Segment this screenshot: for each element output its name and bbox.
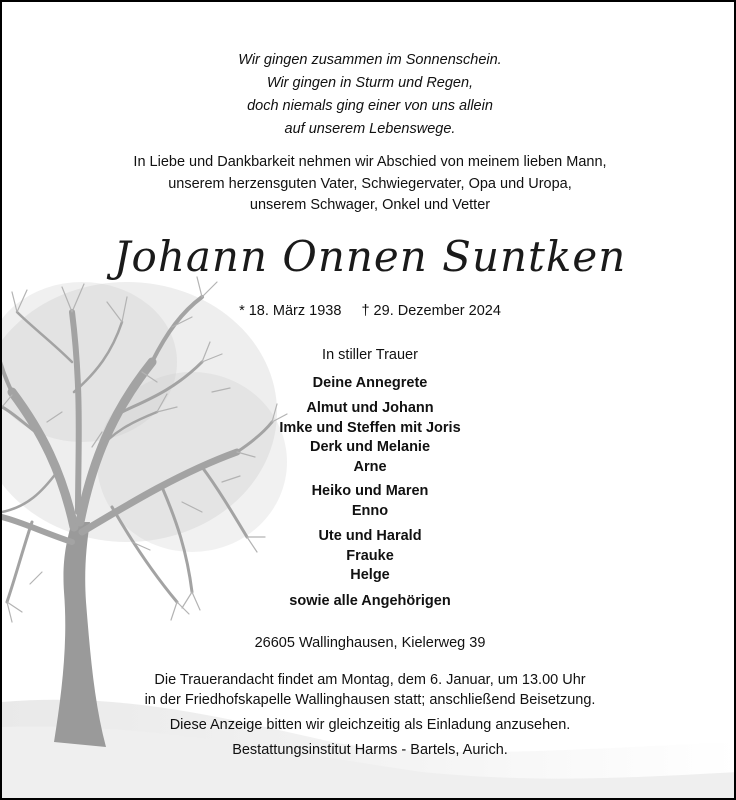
poem-line: auf unserem Lebenswege.: [284, 121, 456, 137]
farewell-intro: [2, 152, 736, 217]
family-member: Derk und Melanie: [309, 439, 431, 455]
family-member: Arne: [353, 458, 387, 475]
deceased-name: Johann Onnen Suntken: [113, 232, 627, 281]
undertaker: Bestattungsinstitut Harms - Bartels, Aurich.: [232, 742, 508, 758]
poem: [2, 49, 736, 141]
family-member: Heiko und Maren: [311, 483, 429, 499]
family-group-1: [2, 399, 736, 477]
family-member: Helge: [350, 567, 390, 583]
family-member: Enno: [351, 502, 389, 519]
poem-line: doch niemals ging einer von uns allein: [247, 98, 493, 114]
service-line: in der Friedhofskapelle Wallinghausen statt; anschließend Beisetzung.: [144, 692, 596, 708]
family-group-2: [2, 482, 736, 521]
intro-line: In Liebe und Dankbarkeit nehmen wir Abschied von meinem lieben Mann,: [133, 154, 607, 170]
family-member: Frauke: [346, 547, 394, 564]
life-dates: [2, 303, 736, 319]
other-relatives: sowie alle Angehörigen: [289, 593, 451, 609]
intro-line: unserem Schwager, Onkel und Vetter: [249, 197, 491, 213]
intro-line: unserem herzensguten Vater, Schwiegervater, Opa und Uropa,: [168, 175, 572, 192]
poem-line: Wir gingen in Sturm und Regen,: [266, 75, 474, 91]
service-line: Die Trauerandacht findet am Montag, dem 6. Januar, um 13.00 Uhr: [154, 672, 586, 688]
address: 26605 Wallinghausen, Kielerweg 39: [254, 635, 486, 651]
invitation-note: Diese Anzeige bitten wir gleichzeitig als Einladung anzusehen.: [169, 717, 571, 733]
family-member: Almut und Johann: [306, 400, 434, 416]
death-date: † 29. Dezember 2024: [361, 303, 501, 319]
service-info: [2, 670, 736, 710]
family-member: Imke und Steffen mit Joris: [279, 419, 461, 436]
family-group-3: [2, 527, 736, 586]
family-member: Ute und Harald: [318, 528, 422, 544]
birth-date: * 18. März 1938: [239, 303, 342, 319]
poem-line: Wir gingen zusammen im Sonnenschein.: [238, 52, 502, 68]
mourning-heading: In stiller Trauer: [322, 347, 418, 363]
spouse-name: Deine Annegrete: [312, 375, 428, 391]
